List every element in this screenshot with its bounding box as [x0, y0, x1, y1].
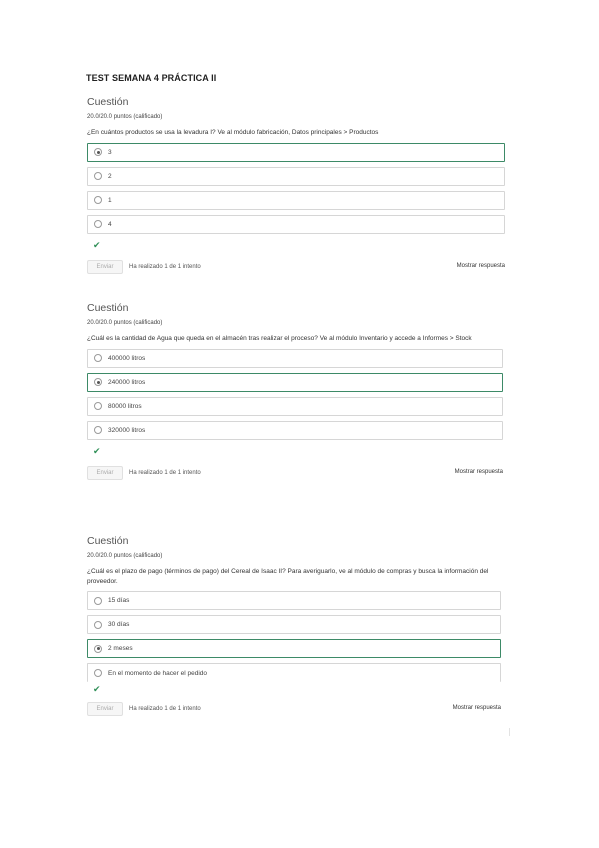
question-footer	[87, 701, 501, 717]
radio-icon[interactable]	[94, 597, 102, 605]
option-3[interactable]	[87, 191, 505, 210]
submit-button[interactable]: Enviar	[87, 702, 123, 716]
show-answer-link[interactable]: Mostrar respuesta	[456, 262, 505, 269]
question-footer	[87, 465, 503, 481]
question-footer	[87, 259, 505, 275]
option-2[interactable]	[87, 615, 501, 634]
options-list	[87, 143, 505, 234]
option-label: 2	[108, 172, 112, 180]
attempts-text: Ha realizado 1 de 1 intento	[129, 263, 201, 270]
question-heading: Cuestión	[87, 535, 129, 547]
option-4[interactable]	[87, 421, 503, 440]
option-label: 240000 litros	[108, 378, 146, 386]
radio-icon[interactable]	[94, 196, 102, 204]
radio-icon[interactable]	[94, 645, 102, 653]
option-label: 15 días	[108, 597, 130, 604]
submit-button[interactable]: Enviar	[87, 260, 123, 274]
question-2	[87, 302, 503, 481]
check-icon: ✔	[93, 684, 101, 694]
question-text: ¿Cuál es el plazo de pago (términos de pago) del Cereal de Isaac II? Para averiguarlo, ve al módulo de compras y busca la información del proveedor.	[87, 568, 489, 585]
question-points: 20.0/20.0 puntos (calificado)	[87, 553, 163, 559]
radio-icon[interactable]	[94, 402, 102, 410]
question-3	[87, 535, 501, 717]
check-icon: ✔	[93, 445, 101, 456]
option-label: 1	[108, 196, 112, 204]
option-4[interactable]	[87, 663, 501, 682]
option-3[interactable]	[87, 639, 501, 658]
option-label: 2 meses	[108, 645, 133, 652]
question-points: 20.0/20.0 puntos (calificado)	[87, 320, 163, 326]
option-2[interactable]	[87, 373, 503, 392]
radio-icon[interactable]	[94, 621, 102, 629]
option-3[interactable]	[87, 397, 503, 416]
check-icon: ✔	[93, 239, 101, 250]
radio-icon[interactable]	[94, 148, 102, 156]
option-1[interactable]	[87, 143, 505, 162]
option-label: 80000 litros	[108, 402, 142, 410]
attempts-text: Ha realizado 1 de 1 intento	[129, 469, 201, 476]
radio-icon[interactable]	[94, 220, 102, 228]
options-list	[87, 591, 501, 682]
radio-icon[interactable]	[94, 172, 102, 180]
option-label: En el momento de hacer el pedido	[108, 669, 208, 677]
option-label: 30 días	[108, 621, 130, 628]
question-heading: Cuestión	[87, 96, 129, 108]
question-text: ¿Cuál es la cantidad de Agua que queda en el almacén tras realizar el proceso? Ve al módulo Inventario y accede a Informes > Stock	[87, 335, 472, 342]
show-answer-link[interactable]: Mostrar respuesta	[452, 705, 501, 711]
attempts-text: Ha realizado 1 de 1 intento	[129, 706, 201, 712]
option-label: 320000 litros	[108, 426, 146, 434]
option-2[interactable]	[87, 167, 505, 186]
options-list	[87, 349, 503, 440]
divider	[509, 728, 510, 736]
option-label: 400000 litros	[108, 354, 146, 362]
option-label: 4	[108, 220, 112, 228]
radio-icon[interactable]	[94, 354, 102, 362]
question-heading: Cuestión	[87, 302, 129, 314]
question-1	[87, 96, 505, 275]
radio-icon[interactable]	[94, 669, 102, 677]
question-text: ¿En cuántos productos se usa la levadura I? Ve al módulo fabricación, Datos principales > Productos	[87, 129, 379, 136]
radio-icon[interactable]	[94, 378, 102, 386]
submit-button[interactable]: Enviar	[87, 466, 123, 480]
option-1[interactable]	[87, 591, 501, 610]
page-title: TEST SEMANA 4 PRÁCTICA II	[86, 73, 217, 83]
option-4[interactable]	[87, 215, 505, 234]
option-1[interactable]	[87, 349, 503, 368]
option-label: 3	[108, 148, 112, 156]
question-points: 20.0/20.0 puntos (calificado)	[87, 114, 163, 120]
radio-icon[interactable]	[94, 426, 102, 434]
show-answer-link[interactable]: Mostrar respuesta	[454, 468, 503, 475]
